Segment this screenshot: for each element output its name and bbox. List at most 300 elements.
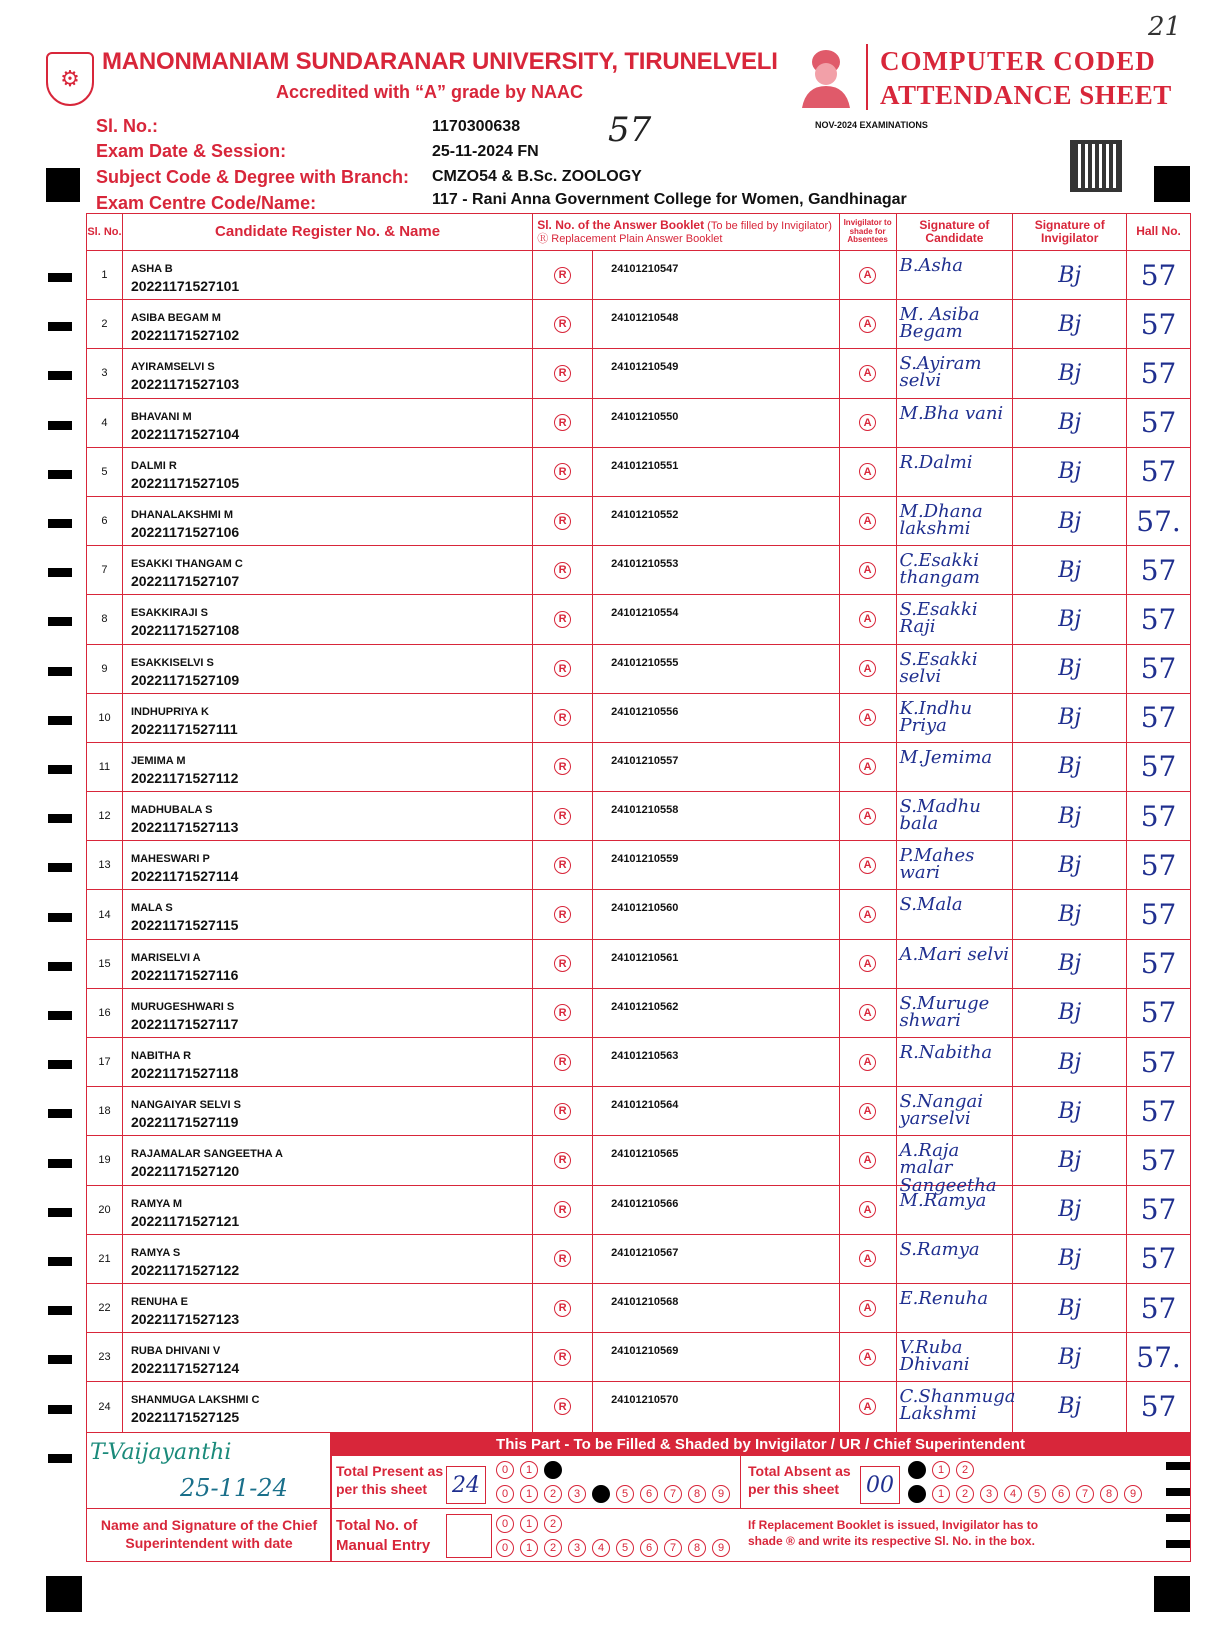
candidate-cell [123,1186,533,1234]
booklet-cell [593,1235,840,1283]
booklet-number: 24101210554 [611,607,679,620]
absentee-bubble[interactable]: A [840,1284,897,1332]
candidate-signature-cell [897,1087,1014,1135]
replacement-bubble[interactable]: R [533,349,593,397]
replacement-bubble[interactable]: R [533,1186,593,1234]
table-row [87,890,1190,939]
candidate-register-no: 20221171527125 [130,1409,240,1426]
table-row [87,1235,1190,1284]
registration-mark [1154,166,1190,202]
digit-bubble[interactable]: 9 [712,1539,730,1557]
hall-number: 57 [1140,1242,1177,1276]
replacement-bubble[interactable]: R [533,743,593,791]
candidate-name: JEMIMA M [130,754,186,767]
candidate-signature-cell [897,1382,1014,1431]
hall-number: 57 [1140,799,1177,833]
absentee-bubble[interactable]: A [840,399,897,447]
hall-number: 57 [1140,602,1177,636]
digit-bubble[interactable]: 6 [640,1539,658,1557]
absentee-bubble[interactable]: A [840,546,897,594]
hall-number: 57 [1140,1045,1177,1079]
replacement-bubble[interactable]: R [533,399,593,447]
candidate-name: SHANMUGA LAKSHMI C [130,1394,260,1407]
replacement-bubble[interactable]: R [533,989,593,1037]
digit-bubble[interactable]: 5 [616,1539,634,1557]
candidate-register-no: 20221171527119 [130,1114,239,1131]
absentee-bubble[interactable]: A [840,1382,897,1431]
header-replacement: Replacement Plain Answer Booklet [551,232,723,245]
exam-date-label: Exam Date & Session: [96,141,287,161]
timing-mark [1166,1514,1190,1522]
candidate-register-no: 20221171527124 [130,1360,240,1377]
digit-bubble[interactable]: 8 [688,1485,706,1503]
digit-bubble[interactable]: 3 [568,1539,586,1557]
digit-bubble[interactable]: 0 [496,1485,514,1503]
timing-mark [48,1355,72,1364]
candidate-signature-cell [897,890,1014,938]
digit-bubble[interactable]: 6 [1052,1485,1070,1503]
booklet-number: 24101210559 [611,853,679,866]
table-row [87,743,1190,792]
timing-mark [48,1109,72,1118]
timing-mark [48,322,72,331]
absentee-bubble[interactable]: A [840,1235,897,1283]
candidate-register-no: 20221171527107 [130,573,240,590]
table-row [87,940,1190,989]
digit-bubble[interactable]: 5 [1028,1485,1046,1503]
table-row [87,1382,1190,1431]
timing-mark [48,568,72,577]
sheet-title-line1: COMPUTER CODED [880,46,1156,76]
digit-bubble[interactable]: 7 [1076,1485,1094,1503]
absentee-bubble[interactable]: A [840,940,897,988]
table-row [87,595,1190,644]
digit-bubble[interactable]: 4 [1004,1485,1022,1503]
exam-date-value: 25-11-2024 FN [432,143,539,160]
candidate-signature: C.Esakki thangam [899,550,980,589]
absentee-bubble[interactable]: A [840,1333,897,1381]
total-present-label: Total Present as per this sheet [336,1463,444,1498]
table-row [87,645,1190,694]
candidate-register-no: 20221171527118 [130,1065,239,1081]
candidate-signature-cell [897,448,1014,496]
exam-note: NOV-2024 EXAMINATIONS [815,120,928,130]
timing-mark [48,814,72,823]
candidate-name: MARISELVI A [130,951,201,964]
digit-bubble[interactable]: 2 [544,1515,562,1533]
candidate-name: NABITHA R [130,1050,192,1062]
absentee-bubble[interactable]: A [840,645,897,693]
candidate-cell [123,546,533,594]
header-booklet-note: (To be filled by Invigilator) [707,220,832,233]
candidate-signature-cell [897,1038,1014,1086]
candidate-signature-cell [897,1284,1014,1332]
header-booklet: Sl. No. of the Answer Booklet (To be filled by Invigilator) Ⓡ Replacement Plain Answer Booklet [533,214,839,250]
row-slno: 11 [87,743,123,791]
candidate-name: RENUHA E [130,1295,188,1308]
table-row [87,1186,1190,1235]
timing-mark [48,863,72,872]
digit-bubble[interactable]: 4 [592,1539,610,1557]
hall-number: 57. [1136,504,1181,538]
chief-superintendent-date: 25-11-24 [180,1474,288,1502]
hall-number: 57 [1140,553,1177,587]
table-row [87,546,1190,595]
booklet-cell [593,1087,840,1135]
table-body [87,251,1190,1432]
candidate-signature-cell [897,841,1014,889]
candidate-name: MADHUBALA S [130,804,213,817]
candidate-register-no: 20221171527108 [130,622,240,639]
timing-mark [48,1306,72,1315]
candidate-signature-cell [897,349,1014,397]
candidate-register-no: 20221171527123 [130,1310,240,1327]
absentee-bubble[interactable]: A [840,1136,897,1184]
attendance-table [86,213,1191,1433]
replacement-bubble[interactable]: R [533,792,593,840]
absentee-bubble[interactable]: A [840,349,897,397]
timing-mark [48,716,72,725]
replacement-bubble[interactable]: R [533,1038,593,1086]
replacement-bubble[interactable]: R [533,448,593,496]
candidate-cell [123,792,533,840]
table-row [87,300,1190,349]
candidate-signature-cell [897,497,1014,545]
candidate-cell [123,1038,533,1086]
timing-mark [48,371,72,380]
candidate-signature: M. Asiba Begam [899,304,980,343]
booklet-number: 24101210561 [611,951,679,964]
candidate-cell [123,1136,533,1184]
digit-bubble[interactable]: 2 [544,1461,562,1479]
digit-bubble[interactable]: 1 [932,1485,950,1503]
invigilator-signature: Bj [1013,1038,1127,1086]
candidate-register-no: 20221171527109 [130,671,240,688]
candidate-signature-cell [897,645,1014,693]
candidate-name: MURUGESHWARI S [130,1000,235,1013]
replacement-bubble[interactable]: R [533,890,593,938]
timing-mark [1166,1540,1190,1548]
booklet-number: 24101210550 [611,410,679,423]
candidate-signature-cell [897,251,1014,299]
candidate-register-no: 20221171527122 [130,1261,240,1278]
candidate-cell [123,645,533,693]
candidate-signature: K.Indhu Priya [899,697,973,736]
replacement-bubble[interactable]: R [533,1284,593,1332]
timing-mark [1166,1462,1190,1470]
booklet-number: 24101210551 [611,459,679,472]
booklet-cell [593,743,840,791]
candidate-signature: S.Esakki selvi [899,648,978,687]
booklet-number: 24101210558 [611,804,679,817]
absentee-bubble[interactable]: A [840,251,897,299]
accreditation-text: Accredited with “A” grade by NAAC [276,82,584,102]
digit-bubble[interactable]: 1 [932,1461,950,1479]
footer-divider [330,1432,332,1562]
absent-tens-bubbles[interactable] [908,1460,980,1479]
digit-bubble[interactable]: 2 [544,1539,562,1557]
candidate-cell [123,349,533,397]
absent-units-bubbles[interactable] [908,1484,1148,1503]
invigilator-signature: Bj [1013,300,1127,348]
row-slno: 23 [87,1333,123,1381]
digit-bubble[interactable]: 3 [568,1485,586,1503]
candidate-register-no: 20221171527112 [130,769,239,786]
hall-number: 57 [1140,455,1177,489]
timing-mark [48,470,72,479]
candidate-register-no: 20221171527105 [130,474,240,491]
candidate-register-no: 20221171527115 [130,917,239,934]
booklet-cell [593,448,840,496]
digit-bubble[interactable]: 6 [640,1485,658,1503]
digit-bubble[interactable]: 1 [520,1515,538,1533]
replacement-bubble[interactable]: R [533,940,593,988]
replacement-bubble[interactable]: R [533,595,593,643]
row-slno: 6 [87,497,123,545]
replacement-bubble[interactable]: R [533,1235,593,1283]
candidate-name: AYIRAMSELVI S [130,361,215,374]
candidate-cell [123,989,533,1037]
row-slno: 22 [87,1284,123,1332]
manual-tens-bubbles[interactable] [496,1514,568,1533]
candidate-signature-cell [897,743,1014,791]
absentee-bubble[interactable]: A [840,989,897,1037]
absentee-bubble[interactable]: A [840,448,897,496]
replacement-bubble[interactable]: R [533,1136,593,1184]
invigilator-signature: Bj [1013,1087,1127,1135]
hall-number: 57 [1140,848,1177,882]
hall-number: 57 [1140,898,1177,932]
timing-mark [48,765,72,774]
footer-divider [86,1508,1191,1509]
booklet-number: 24101210565 [611,1148,679,1161]
digit-bubble[interactable]: 9 [712,1485,730,1503]
hall-number: 57 [1140,750,1177,784]
digit-bubble[interactable]: 4 [592,1485,610,1503]
absentee-bubble[interactable]: A [840,841,897,889]
absentee-bubble[interactable]: A [840,792,897,840]
subject-label: Subject Code & Degree with Branch: [96,167,410,187]
candidate-cell [123,940,533,988]
manual-entry-box[interactable] [446,1514,492,1558]
candidate-cell [123,448,533,496]
invigilator-signature: Bj [1013,792,1127,840]
hall-number: 57 [1140,1291,1177,1325]
replacement-bubble[interactable]: R [533,497,593,545]
table-row [87,841,1190,890]
candidate-signature: S.Muruge shwari [899,992,990,1031]
booklet-number: 24101210563 [611,1050,679,1062]
university-name: MANONMANIAM SUNDARANAR UNIVERSITY, TIRUNELVELI [102,48,778,75]
row-slno: 3 [87,349,123,397]
candidate-register-no: 20221171527121 [130,1212,240,1229]
candidate-cell [123,1235,533,1283]
digit-bubble[interactable]: 0 [496,1515,514,1533]
booklet-cell [593,1284,840,1332]
candidate-signature-cell [897,940,1014,988]
candidate-signature: S.Nangai yarselvi [899,1091,984,1130]
row-slno: 1 [87,251,123,299]
candidate-name: NANGAIYAR SELVI S [130,1099,241,1112]
replacement-bubble[interactable]: R [533,1087,593,1135]
candidate-name: ESAKKISELVI S [130,656,214,669]
booklet-number: 24101210552 [611,508,679,521]
candidate-register-no: 20221171527113 [130,819,239,836]
candidate-signature: B.Asha [899,255,964,276]
timing-mark [48,1208,72,1217]
absentee-bubble[interactable]: A [840,1087,897,1135]
candidate-name: ASHA B [130,263,173,275]
booklet-cell [593,645,840,693]
absentee-bubble[interactable]: A [840,1186,897,1234]
timing-mark [48,1159,72,1168]
replacement-bubble[interactable]: R [533,645,593,693]
candidate-signature: M.Bha vani [899,402,1004,424]
replacement-bubble[interactable]: R [533,546,593,594]
absentee-bubble[interactable]: A [840,497,897,545]
hall-number: 57 [1140,406,1177,440]
university-logo-icon: ⚙ [46,52,94,106]
booklet-number: 24101210569 [611,1345,679,1358]
candidate-cell [123,497,533,545]
booklet-cell [593,989,840,1037]
booklet-number: 24101210553 [611,558,679,571]
timing-mark [48,519,72,528]
digit-bubble[interactable]: 0 [908,1461,926,1479]
digit-bubble[interactable]: 0 [908,1485,926,1503]
row-slno: 5 [87,448,123,496]
row-slno: 9 [87,645,123,693]
candidate-cell [123,595,533,643]
sl-no-label: Sl. No.: [96,116,158,136]
digit-bubble[interactable]: 7 [664,1485,682,1503]
absentee-bubble[interactable]: A [840,890,897,938]
timing-mark [48,962,72,971]
invigilator-signature: Bj [1013,1136,1127,1184]
page-number-mark: 21 [1148,12,1182,42]
replacement-bubble[interactable]: R [533,300,593,348]
candidate-signature: V.Ruba Dhivani [899,1337,970,1376]
candidate-cell [123,251,533,299]
digit-bubble[interactable]: 3 [980,1485,998,1503]
booklet-number: 24101210557 [611,754,679,767]
digit-bubble[interactable]: 7 [664,1539,682,1557]
total-absent-box[interactable]: 00 [860,1466,900,1504]
booklet-number: 24101210547 [611,263,679,275]
subject-value: CMZO54 & B.Sc. ZOOLOGY [432,168,642,185]
present-units-bubbles[interactable] [496,1484,736,1503]
row-slno: 21 [87,1235,123,1283]
invigilator-signature: Bj [1013,743,1127,791]
booklet-cell [593,1333,840,1381]
digit-bubble[interactable]: 5 [616,1485,634,1503]
row-slno: 13 [87,841,123,889]
replacement-bubble[interactable]: R [533,251,593,299]
invigilator-signature: Bj [1013,399,1127,447]
digit-bubble[interactable]: 1 [520,1485,538,1503]
replacement-bubble[interactable]: R [533,841,593,889]
absentee-bubble[interactable]: A [840,595,897,643]
digit-bubble[interactable]: 0 [496,1539,514,1557]
digit-bubble[interactable]: 2 [544,1485,562,1503]
replacement-bubble[interactable]: R [533,1333,593,1381]
timing-mark [48,1011,72,1020]
candidate-register-no: 20221171527116 [130,966,239,983]
candidate-register-no: 20221171527101 [130,278,240,294]
digit-bubble[interactable]: 2 [956,1461,974,1479]
booklet-number: 24101210556 [611,705,679,718]
manual-units-bubbles[interactable] [496,1538,736,1557]
row-slno: 17 [87,1038,123,1086]
candidate-register-no: 20221171527102 [130,327,240,344]
total-present-box[interactable]: 24 [446,1466,486,1504]
candidate-signature-cell [897,300,1014,348]
row-slno: 16 [87,989,123,1037]
absentee-bubble[interactable]: A [840,694,897,742]
header-divider [866,44,868,110]
digit-bubble[interactable]: 1 [520,1539,538,1557]
digit-bubble[interactable]: 1 [520,1461,538,1479]
booklet-cell [593,694,840,742]
booklet-cell [593,349,840,397]
hall-number: 57 [1140,947,1177,981]
timing-mark [48,421,72,430]
header-sig-candidate: Signature of Candidate [897,214,1014,250]
header-booklet-title: Sl. No. of the Answer Booklet [537,218,705,233]
header-absentee: Invigilator to shade for Absentees [840,214,897,250]
row-slno: 4 [87,399,123,447]
candidate-signature: E.Renuha [899,1287,989,1309]
row-slno: 19 [87,1136,123,1184]
candidate-signature: S.Ramya [899,1238,980,1260]
candidate-cell [123,300,533,348]
candidate-signature: R.Nabitha [899,1042,993,1063]
candidate-cell [123,399,533,447]
digit-bubble[interactable]: 9 [1124,1485,1142,1503]
row-slno: 8 [87,595,123,643]
hall-number: 57 [1140,1094,1177,1128]
absentee-bubble[interactable]: A [840,300,897,348]
table-row [87,349,1190,398]
candidate-signature-cell [897,1333,1014,1381]
hall-number: 57 [1140,356,1177,390]
absentee-bubble[interactable]: A [840,743,897,791]
digit-bubble[interactable]: 8 [688,1539,706,1557]
candidate-cell [123,694,533,742]
candidate-register-no: 20221171527104 [130,425,240,442]
candidate-name: MAHESWARI P [130,853,210,866]
digit-bubble[interactable]: 2 [956,1485,974,1503]
candidate-name: INDHUPRIYA K [130,705,209,718]
candidate-name: DHANALAKSHMI M [130,508,233,521]
present-tens-bubbles[interactable] [496,1460,568,1479]
replacement-bubble[interactable]: R [533,694,593,742]
header-slno: Sl. No. [87,214,123,250]
candidate-cell [123,1333,533,1381]
booklet-cell [593,890,840,938]
digit-bubble[interactable]: 8 [1100,1485,1118,1503]
sl-no-value: 1170300638 [432,118,521,135]
founder-portrait-icon [796,44,856,108]
replacement-bubble[interactable]: R [533,1382,593,1431]
digit-bubble[interactable]: 0 [496,1461,514,1479]
timing-mark [48,273,72,282]
replacement-note: If Replacement Booklet is issued, Invigilator has to shade ® and write its respective Sl. No. in the box. [748,1518,1039,1548]
candidate-signature-cell [897,546,1014,594]
booklet-cell [593,1136,840,1184]
absentee-bubble[interactable]: A [840,1038,897,1086]
centre-value: 117 - Rani Anna Government College for Women, Gandhinagar [432,191,907,208]
